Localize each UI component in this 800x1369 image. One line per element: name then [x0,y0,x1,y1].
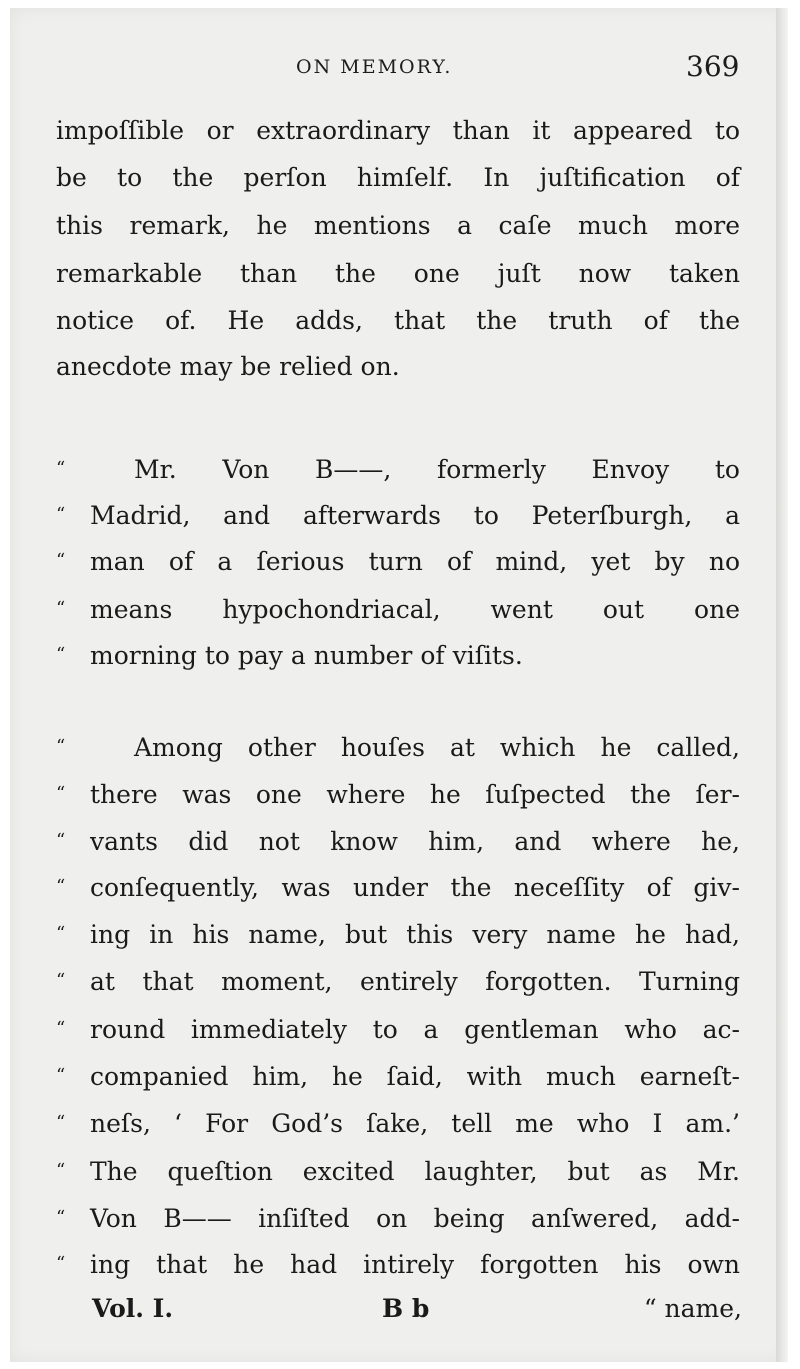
quote-mark: “ [56,1253,66,1274]
text-line [56,1203,740,1234]
text-line [56,1249,740,1280]
text-line [56,966,740,997]
text-line [56,211,740,241]
text-line [56,1108,740,1139]
line-text: means hypochondriacal, went out one [90,595,740,624]
quote-mark: “ [56,830,66,851]
line-text: this remark, he mentions a caſe much more [56,211,740,240]
text-line [56,1061,740,1092]
text-line [56,454,740,485]
book-page [10,8,788,1362]
page-number: 369 [686,50,740,83]
line-text: at that moment, entirely forgotten. Turning [90,967,740,996]
quote-mark: “ [56,736,66,757]
line-text: ing in his name, but this very name he had, [90,920,740,949]
text-line [56,1014,740,1045]
line-text: neſs, ‘ For God’s ſake, tell me who I am.’ [90,1109,740,1138]
quote-mark: “ [56,550,66,571]
line-text: vants did not know him, and where he, [90,827,740,856]
quote-mark: “ [56,458,66,479]
text-line [56,732,740,763]
line-text: conſequently, was under the neceſſity of giv- [90,873,740,902]
line-text: Madrid, and afterwards to Peterſburgh, a [90,501,740,530]
quote-mark: “ [56,876,66,897]
text-line [56,826,740,857]
line-text: notice of. He adds, that the truth of the [56,306,740,335]
line-text: ing that he had intirely forgotten his own [90,1250,740,1279]
quote-mark: “ [56,1160,66,1181]
line-text: companied him, he ſaid, with much earneſt- [90,1062,740,1091]
quote-mark: “ [56,504,66,525]
quote-mark: “ [56,923,66,944]
line-text: there was one where he ſuſpected the ſer- [90,780,740,809]
line-text: Among other houſes at which he called, [134,733,740,762]
line-text: impoſſible or extraordinary than it appeared to [56,116,740,145]
signature-mark: B b [382,1294,430,1323]
line-text: be to the perſon himſelf. In juſtification of [56,163,740,192]
text-line [56,163,740,193]
text-line [56,500,740,531]
text-line [56,352,740,382]
line-text: man of a ſerious turn of mind, yet by no [90,547,740,576]
quote-mark: “ [56,1018,66,1039]
quote-mark: “ [56,970,66,991]
line-text: anecdote may be relied on. [56,352,400,381]
text-line [56,306,740,336]
line-text: round immediately to a gentleman who ac- [90,1015,740,1044]
line-text: morning to pay a number of viſits. [90,641,523,670]
line-text: remarkable than the one juſt now taken [56,259,740,288]
text-line [56,919,740,950]
body-text [10,8,788,1362]
page-footer [92,1294,742,1328]
running-title: ON MEMORY. [296,56,453,78]
catchword: “ name, [643,1294,742,1323]
quote-mark: “ [56,644,66,665]
text-line [56,779,740,810]
quote-mark: “ [56,1065,66,1086]
text-line [56,640,740,671]
text-line [56,546,740,577]
quote-mark: “ [56,598,66,619]
line-text: Von B—— inſiſted on being anſwered, add- [90,1204,740,1233]
text-line [56,872,740,903]
volume-label: Vol. I. [92,1294,174,1323]
quote-mark: “ [56,1207,66,1228]
quote-mark: “ [56,1112,66,1133]
text-line [56,116,740,146]
line-text: The queſtion excited laughter, but as Mr. [90,1157,740,1186]
quote-mark: “ [56,783,66,804]
text-line [56,1156,740,1187]
text-line [56,259,740,289]
text-line [56,594,740,625]
line-text: Mr. Von B——, formerly Envoy to [134,455,740,484]
